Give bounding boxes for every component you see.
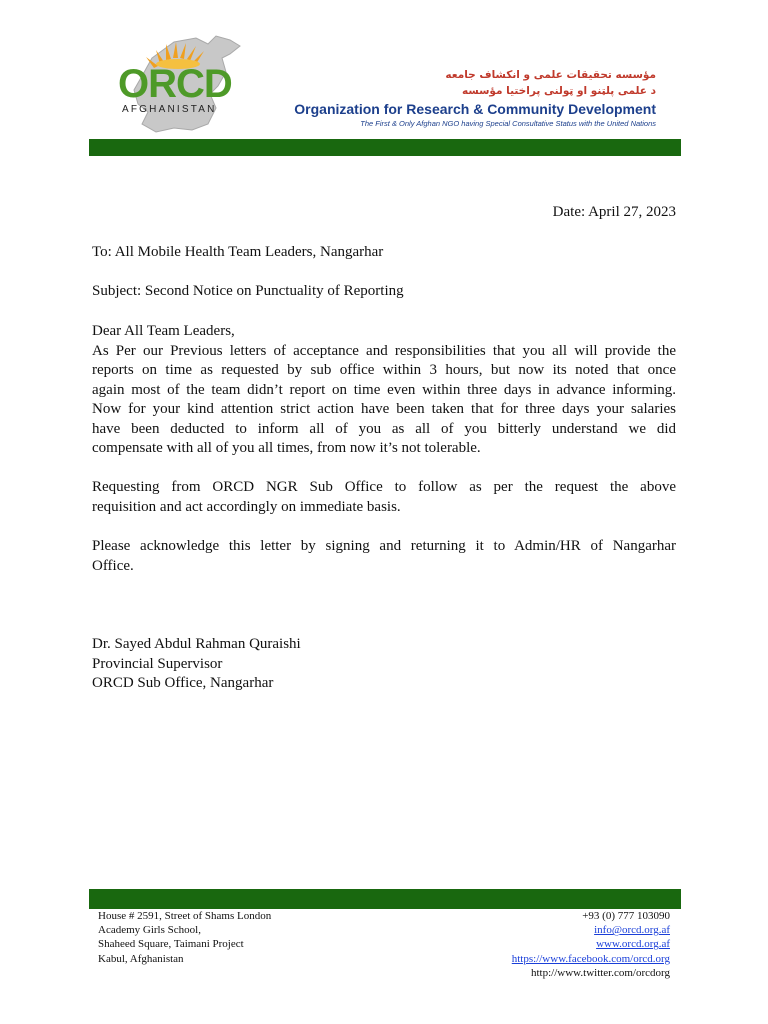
address-line: Shaheed Square, Taimani Project bbox=[98, 938, 244, 951]
signature-block bbox=[92, 635, 676, 694]
signatory-title: Provincial Supervisor bbox=[92, 655, 223, 672]
signatory-office: ORCD Sub Office, Nangarhar bbox=[92, 675, 274, 691]
body-line: compensate with all of you all times, from now it’s not tolerable. bbox=[92, 440, 481, 456]
footer-email-link[interactable]: info@orcd.org.af bbox=[594, 924, 670, 937]
signatory-name: Dr. Sayed Abdul Rahman Quraishi bbox=[92, 636, 301, 652]
arabic-org-name-dari: مؤسسه تحقیقات علمی و انکشاف جامعه bbox=[445, 69, 656, 81]
header-divider-bar bbox=[89, 139, 681, 156]
address-line: Kabul, Afghanistan bbox=[98, 952, 184, 965]
orcd-logo bbox=[112, 28, 252, 138]
footer-facebook-link[interactable]: https://www.facebook.com/orcd.org bbox=[511, 952, 670, 965]
footer-address bbox=[98, 909, 271, 966]
org-tagline: The First & Only Afghan NGO having Special Consultative Status with the United Nations bbox=[360, 119, 656, 128]
footer-contacts bbox=[512, 909, 670, 980]
body-line: Now for your kind attention strict action have been taken that for three days your salaries bbox=[92, 401, 676, 417]
body-line: have been deducted to inform all of you as all of you bitterly understand we did bbox=[92, 420, 676, 437]
logo-wordmark: ORCD bbox=[118, 62, 232, 106]
letter-subject: Subject: Second Notice on Punctuality of Reporting bbox=[92, 283, 404, 299]
letter-date: Date: April 27, 2023 bbox=[552, 204, 676, 220]
request-line: requisition and act accordingly on immediate basis. bbox=[92, 498, 401, 515]
acknowledge-line: Office. bbox=[92, 557, 134, 574]
logo-subtitle: AFGHANISTAN bbox=[122, 104, 217, 115]
footer-divider-bar bbox=[89, 889, 681, 909]
body-line: again most of the team didn’t report on time even within three days in advance informing. bbox=[92, 381, 676, 398]
letter-acknowledge-paragraph bbox=[92, 537, 676, 576]
letter-body bbox=[92, 322, 676, 459]
footer-website-link[interactable]: www.orcd.org.af bbox=[596, 938, 670, 951]
address-line: Academy Girls School, bbox=[98, 924, 201, 937]
address-line: House # 2591, Street of Shams London bbox=[98, 910, 272, 922]
request-line: Requesting from ORCD NGR Sub Office to follow as per the request the above bbox=[92, 479, 676, 495]
footer-phone: +93 (0) 777 103090 bbox=[582, 910, 670, 922]
letter-recipient: To: All Mobile Health Team Leaders, Nangarhar bbox=[92, 244, 384, 260]
acknowledge-line: Please acknowledge this letter by signing and returning it to Admin/HR of Nangarhar bbox=[92, 538, 676, 554]
body-line: As Per our Previous letters of acceptance and responsibilities that you all will provide the bbox=[92, 342, 676, 359]
letter-salutation: Dear All Team Leaders, bbox=[92, 323, 235, 339]
letter-request-paragraph bbox=[92, 478, 676, 517]
footer-twitter-link[interactable]: http://www.twitter.com/orcdorg bbox=[530, 966, 670, 979]
body-line: reports on time as requested by sub office within 3 hours, but now its noted that once bbox=[92, 362, 676, 378]
org-name: Organization for Research & Community Development bbox=[294, 101, 656, 117]
arabic-org-name-pashto: د علمی پلټنو او ټولنی پراختیا مؤسسه bbox=[462, 85, 656, 97]
